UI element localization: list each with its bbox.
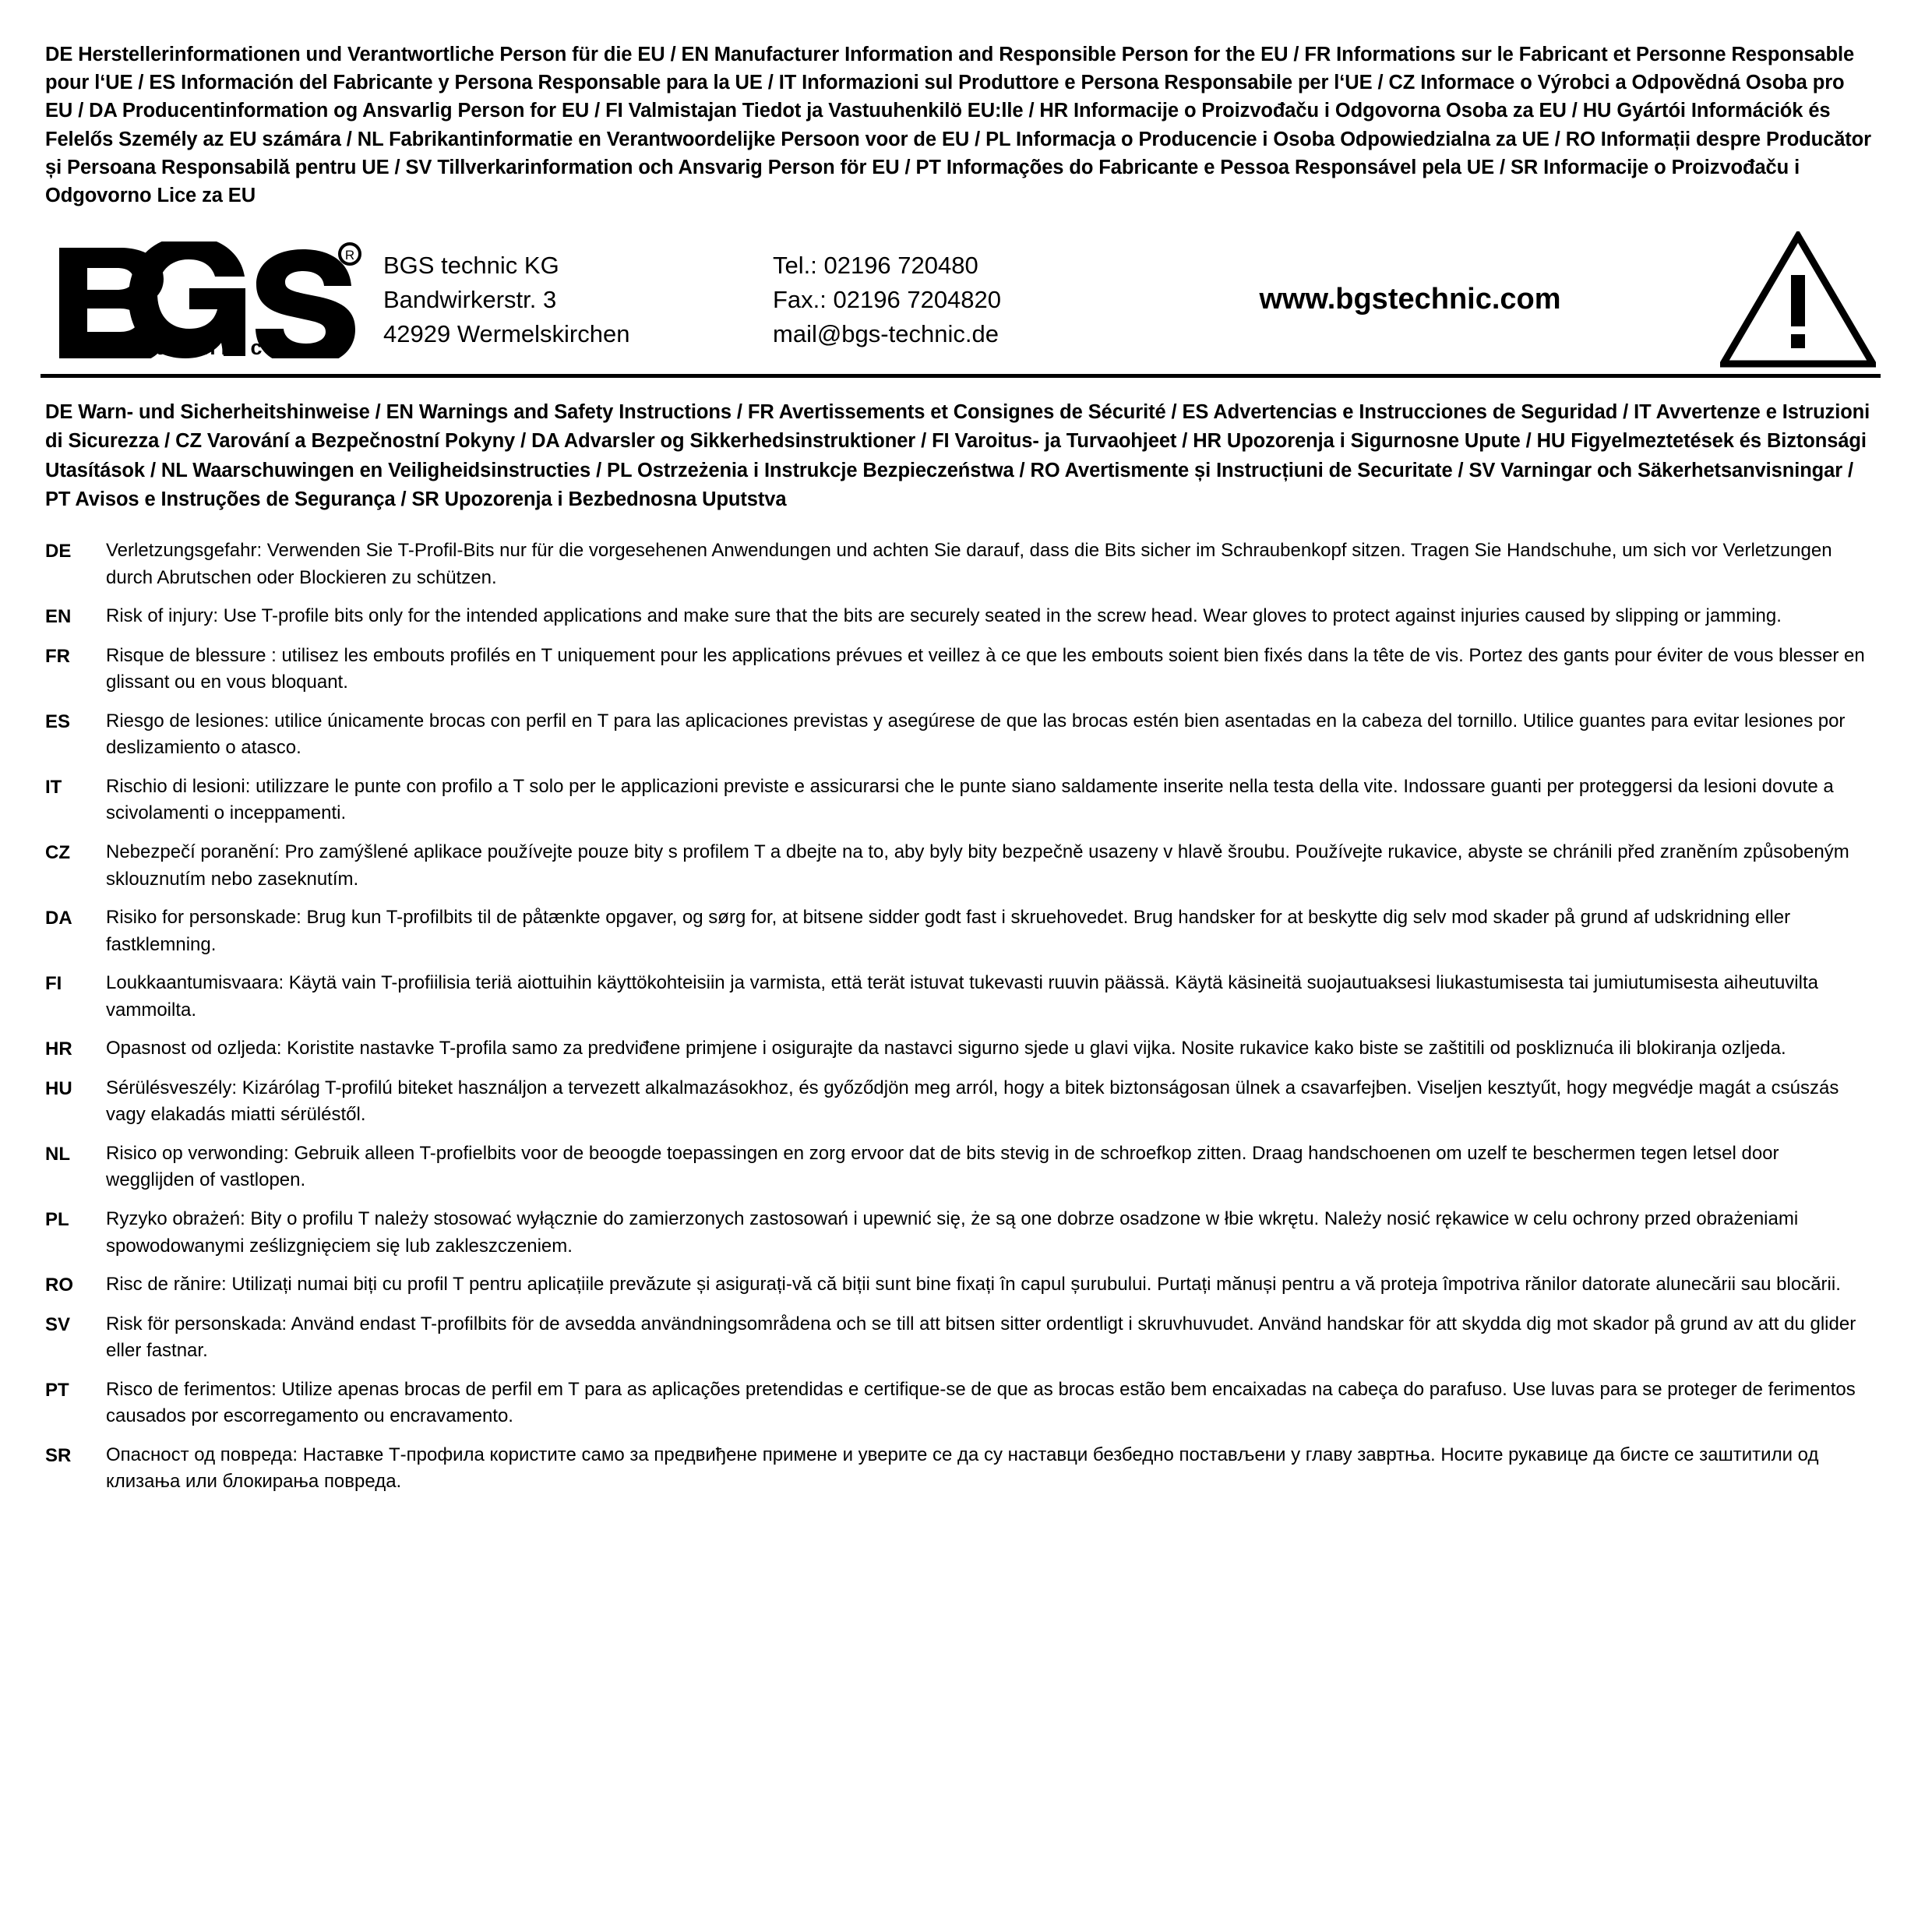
language-code: PT (45, 1379, 69, 1401)
warning-text: Risk för personskada: Använd endast T-profilbits för de avsedda användningsområdena och se till att bitsen sitter ordentligt i skruvhuvudet. Använd handskar för att skydda dig mot skador på grund av att du glider eller fastnar. (106, 1313, 1856, 1362)
company-name: BGS technic KG (383, 251, 559, 279)
language-code: ES (45, 710, 71, 732)
svg-text:technic: technic (156, 335, 268, 358)
warning-text: Rischio di lesioni: utilizzare le punte con profilo a T solo per le applicazioni previste e assicurarsi che le punte siano saldamente inserite nella testa della vite. Indossare guanti per proteggersi da lesioni dovute a scivolamenti o inceppamenti. (106, 775, 1834, 824)
warning-row-en (45, 603, 1877, 631)
warning-row-fi (45, 970, 1877, 1024)
warning-row-nl (45, 1141, 1877, 1194)
company-tel: Tel.: 02196 720480 (773, 251, 978, 279)
warning-text: Ryzyko obrażeń: Bity o profilu T należy stosować wyłącznie do zamierzonych zastosowań i upewnić się, że są one dobrze osadzone w łbie wkrętu. Należy nosić rękawice w celu ochrony przed obrażeniami spowodowanymi ześlizgnięciem się lub zakleszczeniem. (106, 1208, 1799, 1257)
language-code: DE (45, 541, 72, 562)
warning-row-cz (45, 839, 1877, 893)
warning-row-pl (45, 1206, 1877, 1260)
warning-text: Loukkaantumisvaara: Käytä vain T-profiilisia teriä aiottuihin käyttökohteisiin ja varmista, että terät istuvat tukevasti ruuvin päässä. Käytä käsineitä suojautuaksesi liukastumisesta tai jumiutumisesta aiheutuvilta vammoilta. (106, 972, 1818, 1021)
warning-text: Risico op verwonding: Gebruik alleen T-profielbits voor de beoogde toepassingen en zorg ervoor dat de bits stevig in de schroefkop zitten. Draag handschoenen om uzelf te beschermen tegen letsel door wegglijden of vastlopen. (106, 1142, 1779, 1191)
company-website: www.bgstechnic.com (1259, 283, 1561, 316)
language-code: HR (45, 1038, 72, 1060)
warning-text: Opasnost od ozljeda: Koristite nastavke T-profila samo za predviđene primjene i osigurajte da nastavci sigurno sjede u glavi vijka. Nosite rukavice kako biste se zaštitili od posklizn​uća ili blokiranja ozljeda. (106, 1038, 1786, 1059)
language-code: PL (45, 1209, 69, 1231)
warning-row-es (45, 708, 1877, 762)
language-code: DA (45, 908, 72, 929)
language-code: SR (45, 1444, 72, 1466)
company-fax: Fax.: 02196 7204820 (773, 285, 1002, 313)
warning-row-pt (45, 1377, 1877, 1430)
language-code: SV (45, 1313, 71, 1335)
warning-row-it (45, 774, 1877, 827)
language-code: HU (45, 1077, 72, 1099)
language-code: RO (45, 1274, 73, 1296)
bgs-logo (45, 242, 372, 358)
manufacturer-info-heading: DE Herstellerinformationen und Verantwortliche Person für die EU / EN Manufacturer Information and Responsible Person for the EU / FR Informations sur le Fabricant et Personne Responsable pour l‘UE / ES Información del Fabricante y Persona Responsable para la UE / IT Informazioni sul Produttore e Persona Responsabile per l‘UE / CZ Informace o Výrobci a Odpovědná Osoba pro EU / DA Producentinformation og Ansvarlig Person for EU / FI Valmistajan Tiedot ja Vastuuhenkilö EU:lle / HR Informacije o Proizvođaču i Odgovorna Osoba za EU / HU Gyártói Információk és Felelős Személy az EU számára / NL Fabrikantinformatie en Verantwoordelijke Persoon voor de EU / PL Informacja o Producencie i Osoba Odpowiedzialna za UE / RO Informații despre Producător și Persoana Responsabilă pentru UE / SV Tillverkarinformation och Ansvarig Person för EU / PT Informações do Fabricante e Pessoa Responsável pela UE / SR Informacije o Proizvođaču i Odgovorno Lice za EU (45, 44, 1871, 207)
language-code: EN (45, 606, 72, 628)
language-code: NL (45, 1143, 70, 1165)
warning-text: Risc de rănire: Utilizați numai biți cu profil T pentru aplicațiile prevăzute și asigurați-vă că biții sunt bine fixați în capul șurubului. Purtați mănuși pentru a vă proteja împotriva rănilor datorate alunecării sau blocării. (106, 1274, 1841, 1296)
warning-row-de (45, 538, 1877, 591)
warning-row-hu (45, 1075, 1877, 1129)
warning-triangle-icon (1712, 231, 1876, 368)
warning-text: Sérülésveszély: Kizárólag T-profilú biteket használjon a tervezett alkalmazásokhoz, és győződjön meg arról, hogy a bitek biztonságosan ülnek a csavarfejben. Viseljen kesztyűt, hogy megvédje magát a csúszás vagy elakadás miatti sérüléstől. (106, 1077, 1839, 1126)
company-email: mail@bgs-technic.de (773, 319, 999, 347)
language-code: FI (45, 973, 62, 995)
warning-row-sr (45, 1442, 1877, 1496)
warning-row-hr (45, 1035, 1877, 1063)
company-address (372, 249, 773, 351)
warning-text: Verletzungsgefahr: Verwenden Sie T-Profil-Bits nur für die vorgesehenen Anwendungen und achten Sie darauf, dass die Bits sicher im Schraubenkopf sitzen. Tragen Sie Handschuhe, um sich vor Verletzungen durch Abrutschen oder Blockieren zu schützen. (106, 540, 1832, 588)
warning-text: Riesgo de lesiones: utilice únicamente brocas con perfil en T para las aplicaciones previstas y asegúrese de que las brocas estén bien asentadas en la cabeza del tornillo. Utilice guantes para evitar lesiones por deslizamiento o atasco. (106, 710, 1846, 759)
warning-text: Nebezpečí poranění: Pro zamýšlené aplikace používejte pouze bity s profilem T a dbejte na to, aby byly bity bezpečně usazeny v hlavě šroubu. Používejte rukavice, abyste se chránili před zraněním způsobeným sklouznutím nebo zaseknutím. (106, 841, 1849, 890)
language-code: IT (45, 776, 62, 798)
safety-instructions-heading: DE Warn- und Sicherheitshinweise / EN Warnings and Safety Instructions / FR Avertissements et Consignes de Sécurité / ES Advertencias e Instrucciones de Seguridad / IT Avvertenze e Istruzioni di Sicurezza / CZ Varování a Bezpečnostní Pokyny / DA Advarsler og Sikkerhedsinstruktioner / FI Varoitus- ja Turvaohjeet / HR Upozorenja i Sigurnosne Upute / HU Figyelmeztetések és Biztonsági Utasítások / NL Waarschuwingen en Veiligheidsinstructies / PL Ostrzeżenia i Instrukcje Bezpieczeństwa / RO Avertismente și Instrucțiuni de Securitate / SV Varningar och Säkerhetsanvisningar / PT Avisos e Instruções de Segurança / SR Upozorenja i Bezbednosna Uputstva (45, 401, 1870, 510)
warnings-list (41, 538, 1881, 1496)
svg-text:R: R (344, 247, 355, 263)
warning-text: Risco de ferimentos: Utilize apenas brocas de perfil em T para as aplicações pretendidas e certifique-se de que as brocas estão bem encaixadas na cabeça do parafuso. Use luvas para se proteger de ferimentos causados por escorregamento ou encravamento. (106, 1378, 1856, 1427)
company-header-band (41, 228, 1881, 378)
warning-text: Risque de blessure : utilisez les embouts profilés en T uniquement pour les applications prévues et veillez à ce que les embouts soient bien fixés dans la tête de vis. Portez des gants pour éviter de vous blesser en glissant ou en vous bloquant. (106, 644, 1865, 693)
language-code: FR (45, 645, 70, 667)
company-city: 42929 Wermelskirchen (383, 319, 630, 347)
warning-text: Risk of injury: Use T-profile bits only for the intended applications and make sure that the bits are securely seated in the screw head. Wear gloves to protect against injuries caused by slipping or jamming. (106, 605, 1782, 627)
warning-row-sv (45, 1311, 1877, 1365)
language-code: CZ (45, 842, 70, 864)
warning-text: Risiko for personskade: Brug kun T-profilbits til de påtænkte opgaver, og sørg for, at bitsene sidder godt fast i skruehovedet. Brug handsker for at beskytte dig selv mod skader på grund af udskridning eller fastklemning. (106, 907, 1791, 955)
warning-row-da (45, 904, 1877, 958)
company-street: Bandwirkerstr. 3 (383, 285, 557, 313)
warning-text: Опасност од повреда: Наставке Т-профила користите само за предвиђене примене и уверите се да су наставци безбедно постављени у главу завртња. Носите рукавице да бисте се заштитили од клизања или блокирања повреда. (106, 1444, 1819, 1493)
company-contact (773, 249, 1139, 351)
warning-row-fr (45, 643, 1877, 696)
warning-row-ro (45, 1271, 1877, 1299)
